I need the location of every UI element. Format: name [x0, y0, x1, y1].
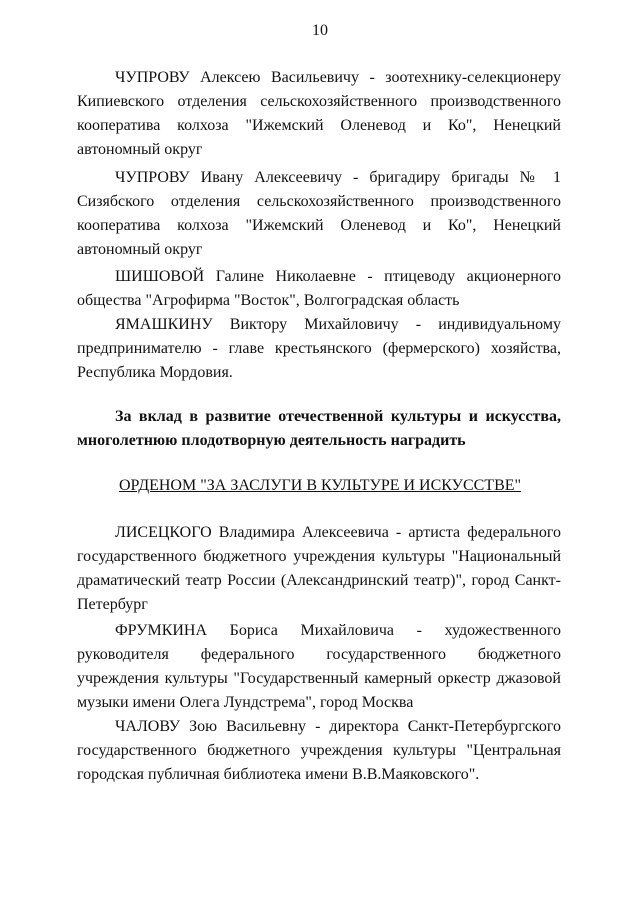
- entry-line: государственного бюджетного учреждения культуры "Центральная: [77, 742, 561, 759]
- entry-line: предпринимателю - главе крестьянского (фермерского) хозяйства,: [77, 340, 561, 357]
- entry-line: учреждения культуры "Государственный камерный оркестр джазовой: [77, 670, 561, 687]
- award-entry-lisetsky: [77, 521, 561, 617]
- entry-line: общества "Агрофирма "Восток", Волгоградская область: [77, 292, 460, 309]
- award-entry-yamashkin: [77, 313, 561, 385]
- award-entry-chuprov-aleksey: [77, 66, 561, 162]
- entry-line: кооператива колхоза "Ижемский Оленевод и Ко", Ненецкий: [77, 117, 561, 134]
- award-entry-frumkin: [77, 619, 561, 715]
- award-entry-chalova: [77, 715, 561, 787]
- entry-line: Сизябского отделения сельскохозяйственного производственного: [77, 193, 561, 210]
- entry-line: драматический театр России (Александринский театр)", город Санкт-: [77, 572, 561, 589]
- entry-line: кооператива колхоза "Ижемский Оленевод и Ко", Ненецкий: [77, 217, 561, 234]
- award-entry-chuprov-ivan: [77, 166, 561, 262]
- entry-line: городская публичная библиотека имени В.В.Маяковского".: [77, 766, 480, 783]
- award-intro: [77, 405, 561, 453]
- entry-line: государственного бюджетного учреждения культуры "Национальный: [77, 548, 561, 565]
- entry-line: ЯМАШКИНУ Виктору Михайловичу - индивидуальному: [115, 316, 561, 333]
- award-entry-shishova: [77, 265, 561, 313]
- entry-line: ШИШОВОЙ Галине Николаевне - птицеводу акционерного: [115, 268, 561, 285]
- entry-line: ФРУМКИНА Бориса Михайловича - художественного: [115, 622, 561, 639]
- award-intro-line: многолетнюю плодотворную деятельность наградить: [77, 432, 466, 449]
- entry-line: Петербург: [77, 596, 148, 613]
- entry-line: автономный округ: [77, 241, 203, 258]
- entry-line: руководителя федерального государственного бюджетного: [77, 646, 561, 663]
- award-intro-line: За вклад в развитие отечественной культуры и искусства,: [115, 408, 561, 425]
- order-title: ОРДЕНОМ "ЗА ЗАСЛУГИ В КУЛЬТУРЕ И ИСКУССТВЕ": [118, 477, 522, 494]
- entry-line: автономный округ: [77, 141, 203, 158]
- entry-line: ЧУПРОВУ Алексею Васильевичу - зоотехнику-селекционеру: [115, 69, 561, 86]
- entry-line: Республика Мордовия.: [77, 364, 233, 381]
- entry-line: ЧАЛОВУ Зою Васильевну - директора Санкт-Петербургского: [115, 718, 561, 735]
- entry-line: ЛИСЕЦКОГО Владимира Алексеевича - артиста федерального: [115, 524, 561, 541]
- entry-line: ЧУПРОВУ Ивану Алексеевичу - бригадиру бригады № 1: [115, 169, 561, 186]
- page-number: 10: [312, 22, 328, 39]
- entry-line: музыки имени Олега Лундстрема", город Москва: [77, 694, 414, 711]
- entry-line: Кипиевского отделения сельскохозяйственного производственного: [77, 93, 561, 110]
